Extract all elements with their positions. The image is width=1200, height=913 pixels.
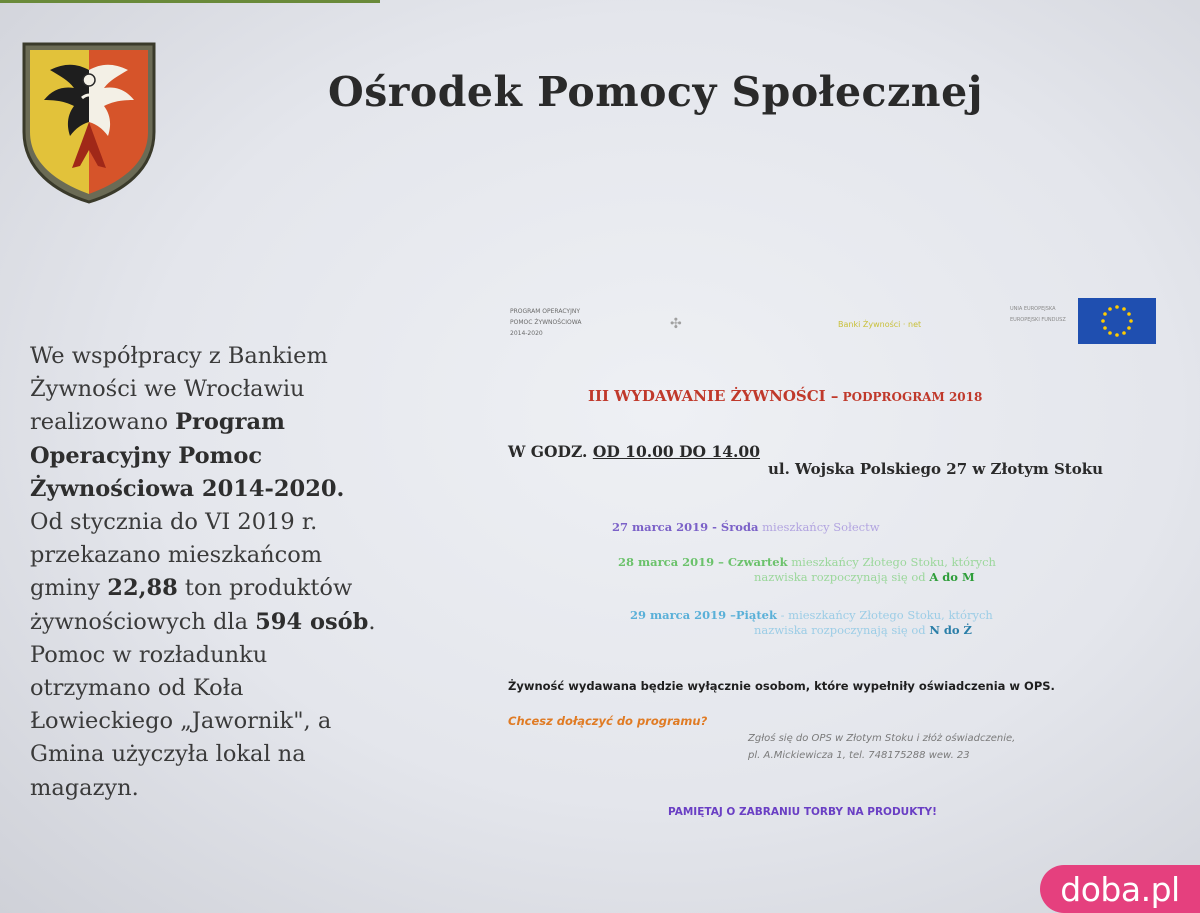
left-text-run: Żywności we Wrocławiu — [30, 376, 305, 403]
left-text-run: magazyn. — [30, 774, 139, 801]
schedule-day-3: 29 marca 2019 –Piątek - mieszkańcy Złotego Stoku, których — [630, 608, 993, 622]
eu-fund-logo-text: UNIA EUROPEJSKA EUROPEJSKI FUNDUSZ — [1010, 306, 1066, 323]
left-text-line — [30, 473, 470, 506]
left-text-run: gminy — [30, 575, 108, 602]
opening-hours: W GODZ. OD 10.00 DO 14.00 — [508, 442, 760, 461]
eu-flag-icon — [1078, 298, 1156, 344]
left-text-line — [30, 440, 470, 473]
left-text-line — [30, 606, 470, 639]
left-text-run: Operacyjny Pomoc — [30, 442, 263, 469]
left-text-run: 594 osób — [255, 608, 369, 635]
top-edge-line — [0, 0, 380, 3]
left-text-run: realizowano — [30, 409, 176, 436]
schedule-day-2-detail: nazwiska rozpoczynają się od A do M — [754, 570, 975, 584]
program-logo-text: PROGRAM OPERACYJNY POMOC ŻYWNOŚCIOWA 2014-2020 — [510, 308, 582, 337]
left-text-line — [30, 406, 470, 439]
join-question: Chcesz dołączyć do programu? — [508, 714, 708, 728]
left-info-text — [30, 340, 470, 805]
left-text-line — [30, 738, 470, 771]
schedule-day-1: 27 marca 2019 - Środa mieszkańcy Sołectw — [612, 520, 880, 534]
left-text-line — [30, 506, 470, 539]
left-text-line — [30, 572, 470, 605]
watermark-logo: doba.pl — [1040, 865, 1200, 913]
schedule-day-3-detail: nazwiska rozpoczynają się od N do Ż — [754, 623, 972, 637]
left-text-run: We współpracy z Bankiem — [30, 343, 328, 369]
left-text-line — [30, 539, 470, 572]
left-text-run: 22,88 — [107, 575, 178, 602]
left-text-run: przekazano mieszkańcom — [30, 542, 323, 569]
left-text-run: żywnościowych dla — [30, 608, 256, 635]
left-text-run: Żywnościowa 2014-2020. — [30, 475, 345, 502]
distribution-heading: III WYDAWANIE ŻYWNOŚCI – PODPROGRAM 2018 — [588, 387, 983, 405]
left-text-run: Od stycznia do VI 2019 r. — [30, 509, 318, 536]
program-mark-icon: ✣ — [670, 316, 682, 332]
left-text-line — [30, 705, 470, 738]
address: ul. Wojska Polskiego 27 w Złotym Stoku — [768, 460, 1104, 478]
left-text-line — [30, 772, 470, 805]
left-text-run: Gmina użyczyła lokal na — [30, 741, 306, 768]
left-text-run: ton produktów — [177, 575, 353, 602]
left-text-run: Pomoc w rozładunku — [30, 641, 268, 668]
food-bank-logo: Banki Żywności · net — [838, 320, 922, 329]
left-text-line — [30, 340, 470, 373]
coat-of-arms-icon — [18, 40, 160, 204]
contact-info: Zgłoś się do OPS w Złotym Stoku i złóż oświadczenie, pl. A.Mickiewicza 1, tel. 748175288 wew. 23 — [748, 733, 1016, 761]
schedule-day-2: 28 marca 2019 – Czwartek mieszkańcy Złotego Stoku, których — [618, 555, 996, 569]
left-text-line — [30, 672, 470, 705]
left-text-line — [30, 639, 470, 672]
left-text-run: Program — [175, 409, 285, 436]
left-text-run: Łowieckiego „Jawornik", a — [30, 708, 332, 735]
bag-reminder: PAMIĘTAJ O ZABRANIU TORBY NA PRODUKTY! — [668, 806, 937, 818]
page-title: Ośrodek Pomocy Społecznej — [328, 68, 984, 116]
left-text-line — [30, 373, 470, 406]
eligibility-notice: Żywność wydawana będzie wyłącznie osobom, które wypełniły oświadczenia w OPS. — [508, 679, 1055, 693]
logo-strip — [510, 298, 1160, 348]
left-text-run: . — [368, 608, 376, 635]
left-text-run: otrzymano od Koła — [30, 675, 244, 702]
